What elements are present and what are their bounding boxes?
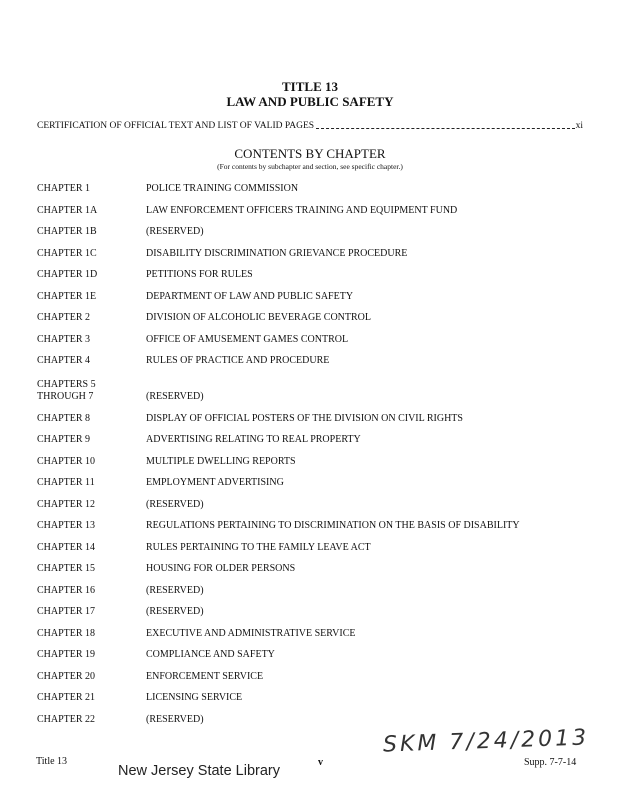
chapter-title: OFFICE OF AMUSEMENT GAMES CONTROL	[146, 334, 349, 345]
chapter-title: DISABILITY DISCRIMINATION GRIEVANCE PROCEDURE	[146, 248, 408, 259]
chapter-number-line1: CHAPTERS 5	[37, 379, 96, 390]
chapter-title: ADVERTISING RELATING TO REAL PROPERTY	[146, 434, 361, 445]
chapter-number: CHAPTER 18	[37, 628, 96, 639]
chapter-title: MULTIPLE DWELLING REPORTS	[146, 456, 296, 467]
chapter-number: CHAPTER 17	[37, 606, 96, 617]
chapter-title: DIVISION OF ALCOHOLIC BEVERAGE CONTROL	[146, 312, 371, 323]
chapter-title: EMPLOYMENT ADVERTISING	[146, 477, 284, 488]
page-subtitle: LAW AND PUBLIC SAFETY	[226, 94, 394, 109]
chapter-number-multiline	[37, 379, 142, 403]
chapter-number: CHAPTER 1C	[37, 248, 97, 259]
chapter-title: PETITIONS FOR RULES	[146, 269, 253, 280]
chapter-title: LICENSING SERVICE	[146, 692, 243, 703]
title-block	[0, 79, 620, 109]
supplement-date: Supp. 7-7-14	[524, 757, 577, 768]
chapter-number: CHAPTER 21	[37, 692, 96, 703]
chapter-number: CHAPTER 8	[37, 413, 91, 424]
chapter-title: POLICE TRAINING COMMISSION	[146, 183, 299, 194]
chapter-number: CHAPTER 2	[37, 312, 91, 323]
chapter-number: CHAPTER 11	[37, 477, 95, 488]
chapter-title: (RESERVED)	[146, 606, 204, 617]
chapter-number: CHAPTER 1D	[37, 269, 98, 280]
certification-page: xi	[575, 121, 583, 131]
footer-title: Title 13	[36, 756, 68, 767]
dot-leader	[316, 128, 575, 129]
chapter-number: CHAPTER 9	[37, 434, 91, 445]
chapter-number: CHAPTER 10	[37, 456, 96, 467]
chapter-title: RULES PERTAINING TO THE FAMILY LEAVE ACT	[146, 542, 371, 553]
chapter-number: CHAPTER 14	[37, 542, 96, 553]
chapter-number: CHAPTER 16	[37, 585, 96, 596]
chapter-number: CHAPTER 1A	[37, 205, 98, 216]
chapter-title: COMPLIANCE AND SAFETY	[146, 649, 275, 660]
chapter-title: RULES OF PRACTICE AND PROCEDURE	[146, 355, 330, 366]
chapter-number: CHAPTER 20	[37, 671, 96, 682]
chapter-number: CHAPTER 3	[37, 334, 91, 345]
chapter-number: CHAPTER 1B	[37, 226, 97, 237]
certification-line	[37, 120, 583, 132]
chapter-number: CHAPTER 15	[37, 563, 96, 574]
chapter-number: CHAPTER 13	[37, 520, 96, 531]
chapter-title: LAW ENFORCEMENT OFFICERS TRAINING AND EQUIPMENT FUND	[146, 205, 458, 216]
chapter-title: (RESERVED)	[146, 499, 204, 510]
chapter-number: CHAPTER 4	[37, 355, 91, 366]
contents-note: (For contents by subchapter and section, see specific chapter.)	[217, 162, 403, 171]
certification-label: CERTIFICATION OF OFFICIAL TEXT AND LIST OF VALID PAGES	[37, 121, 315, 131]
chapter-number-line2: THROUGH 7	[37, 391, 94, 402]
page-title: TITLE 13	[282, 79, 338, 94]
chapter-title: DEPARTMENT OF LAW AND PUBLIC SAFETY	[146, 291, 354, 302]
chapter-title: ENFORCEMENT SERVICE	[146, 671, 264, 682]
chapter-title: (RESERVED)	[146, 391, 204, 402]
chapter-title: DISPLAY OF OFFICIAL POSTERS OF THE DIVISION ON CIVIL RIGHTS	[146, 413, 463, 424]
contents-heading: CONTENTS BY CHAPTER	[234, 146, 386, 161]
chapter-title: (RESERVED)	[146, 585, 204, 596]
chapter-number: CHAPTER 1E	[37, 291, 97, 302]
chapter-title: HOUSING FOR OLDER PERSONS	[146, 563, 296, 574]
library-stamp: New Jersey State Library	[118, 763, 280, 779]
page-number: v	[318, 757, 323, 768]
chapter-title: EXECUTIVE AND ADMINISTRATIVE SERVICE	[146, 628, 356, 639]
chapter-number: CHAPTER 22	[37, 714, 96, 725]
handwritten-annotation: SKM 7/24/2013	[382, 725, 590, 758]
chapter-number: CHAPTER 1	[37, 183, 91, 194]
chapter-number: CHAPTER 12	[37, 499, 96, 510]
chapter-title: REGULATIONS PERTAINING TO DISCRIMINATION ON THE BASIS OF DISABILITY	[146, 520, 520, 531]
chapter-title: (RESERVED)	[146, 714, 204, 725]
chapter-title: (RESERVED)	[146, 226, 204, 237]
chapter-number: CHAPTER 19	[37, 649, 96, 660]
